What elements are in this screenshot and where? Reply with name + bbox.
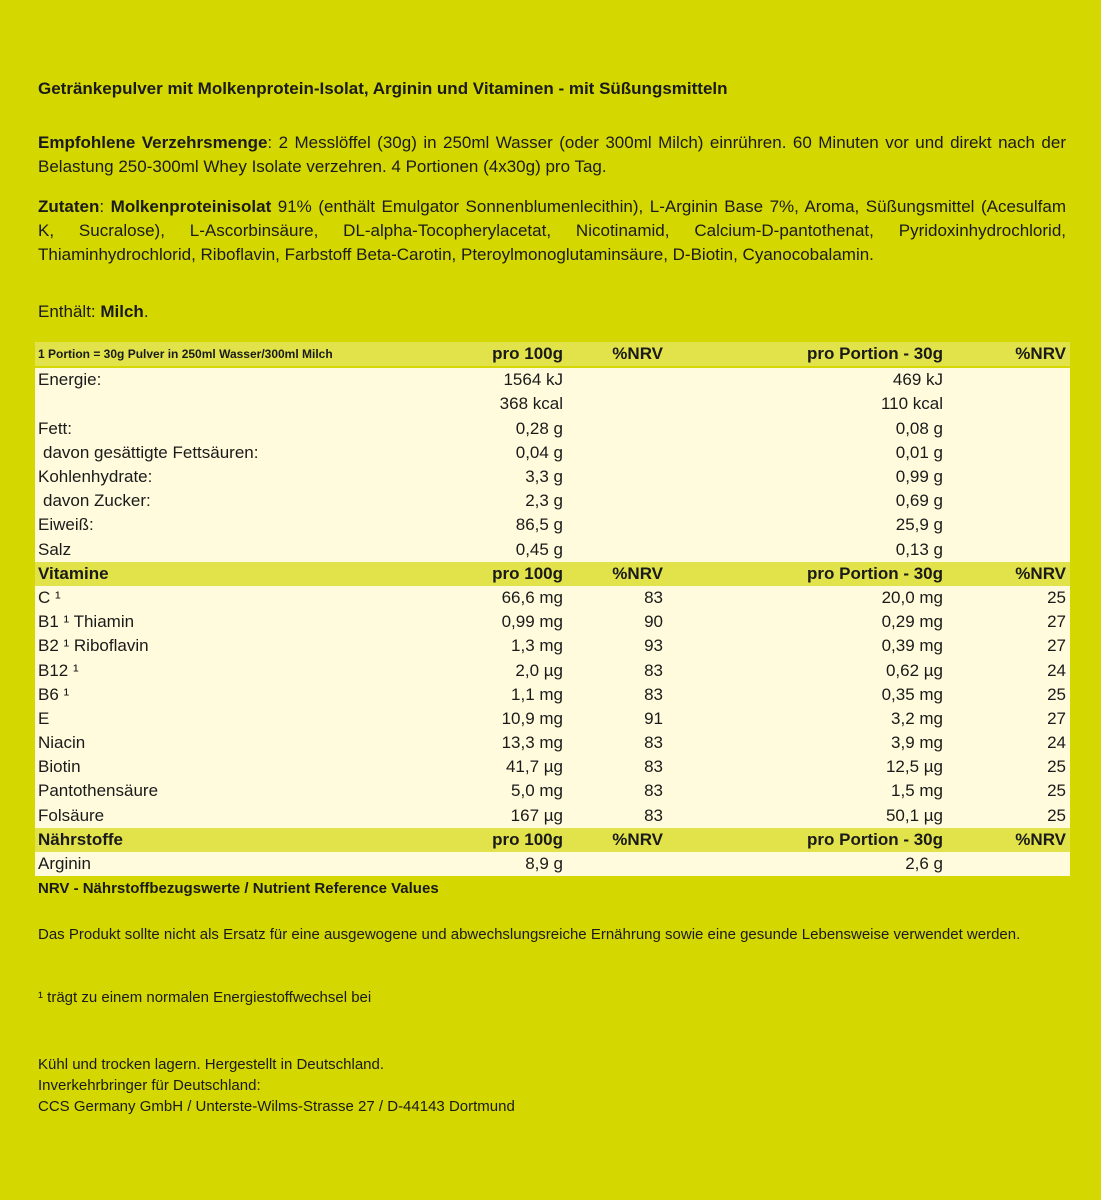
ingredients [38,195,1066,267]
nrv-per-100g [567,417,667,441]
table-header-nutrients [35,828,1070,852]
value-per-100g: 0,04 g [345,441,567,465]
table-row [35,683,1070,707]
nrv-per-100g: 83 [567,658,667,682]
value-per-portion: 0,08 g [667,417,947,441]
value-per-portion: 20,0 mg [667,586,947,610]
value-per-100g: 66,6 mg [345,586,567,610]
value-per-100g: 13,3 mg [345,731,567,755]
ingredients-label: Zutaten [38,197,100,216]
table-row [35,610,1070,634]
header-nrv-portion: %NRV [947,342,1070,366]
table-row [35,417,1070,441]
table-row [35,658,1070,682]
value-per-portion: 25,9 g [667,513,947,537]
value-per-100g: 0,45 g [345,538,567,562]
ingredients-text: 91% (enthält Emulgator Sonnenblumenlecithin), L-Arginin Base 7%, Aroma, Süßungsmittel (Acesulfam K, Sucralose), L-Ascorbinsäure, DL-alpha-Tocopherylacetat, Nicotinamid, Calcium-D-pantothenat, Pyridoxinhydrochlorid, Thiaminhydrochlorid, Riboflavin, Farbstoff Beta-Carotin, Pteroylmonoglutaminsäure, D-Biotin, Cyanocobalamin. [38,197,1066,264]
value-per-portion: 0,01 g [667,441,947,465]
nutrient-name: Arginin [35,852,345,876]
value-per-100g: 1,1 mg [345,683,567,707]
nrv-per-portion: 27 [947,634,1070,658]
value-per-portion: 0,62 µg [667,658,947,682]
nrv-per-portion: 25 [947,586,1070,610]
nrv-per-100g: 83 [567,731,667,755]
storage-line-1: Kühl und trocken lagern. Hergestellt in Deutschland. [38,1056,385,1073]
nrv-per-100g [567,513,667,537]
nutrient-name: E [35,707,345,731]
footnote: ¹ trägt zu einem normalen Energiestoffwechsel bei [38,989,372,1006]
value-per-100g: 0,99 mg [345,610,567,634]
nrv-per-portion: 24 [947,731,1070,755]
table-row [35,368,1070,392]
header-per-100g: pro 100g [345,828,567,852]
value-per-100g: 8,9 g [345,852,567,876]
nrv-per-100g [567,538,667,562]
nutrient-name: Pantothensäure [35,779,345,803]
nutrient-name: Salz [35,538,345,562]
table-header-vitamins [35,562,1070,586]
table-row [35,731,1070,755]
table-row [35,489,1070,513]
recommended-intake [38,131,1066,179]
value-per-portion: 3,9 mg [667,731,947,755]
nrv-per-portion: 24 [947,658,1070,682]
nrv-per-100g: 90 [567,610,667,634]
value-per-portion: 0,13 g [667,538,947,562]
nutrient-name: C ¹ [35,586,345,610]
nrv-per-portion: 25 [947,804,1070,828]
value-per-portion: 1,5 mg [667,779,947,803]
nrv-per-portion [947,441,1070,465]
header-per-portion: pro Portion - 30g [667,342,947,366]
value-per-portion: 0,35 mg [667,683,947,707]
header-section-label: Nährstoffe [35,828,345,852]
value-per-portion: 0,69 g [667,489,947,513]
header-nrv-portion: %NRV [947,828,1070,852]
value-per-100g: 3,3 g [345,465,567,489]
header-section-label: Vitamine [35,562,345,586]
header-per-100g: pro 100g [345,342,567,366]
nrv-per-portion [947,465,1070,489]
nutrient-name: Folsäure [35,804,345,828]
value-per-100g: 2,0 µg [345,658,567,682]
nrv-per-100g: 83 [567,755,667,779]
table-row [35,513,1070,537]
nutrient-name: B2 ¹ Riboflavin [35,634,345,658]
table-row [35,441,1070,465]
table-header-portion [35,342,1070,366]
nrv-note: NRV - Nährstoffbezugswerte / Nutrient Reference Values [38,880,439,897]
value-per-100g: 167 µg [345,804,567,828]
ingredients-sep: : [99,197,111,216]
value-per-portion: 0,29 mg [667,610,947,634]
value-per-100g: 41,7 µg [345,755,567,779]
nrv-per-portion [947,538,1070,562]
value-per-portion: 3,2 mg [667,707,947,731]
allergen-value: Milch [100,302,144,321]
allergen-info [38,300,1066,324]
table-row [35,538,1070,562]
value-per-portion: 50,1 µg [667,804,947,828]
nrv-per-portion [947,392,1070,416]
nrv-per-portion [947,513,1070,537]
nrv-per-100g: 83 [567,804,667,828]
table-row [35,804,1070,828]
allergen-label: Enthält: [38,302,101,321]
value-per-portion: 2,6 g [667,852,947,876]
header-nrv: %NRV [567,342,667,366]
value-per-100g: 1,3 mg [345,634,567,658]
storage-line-2: Inverkehrbringer für Deutschland: [38,1077,261,1094]
value-per-100g: 0,28 g [345,417,567,441]
value-per-portion: 0,39 mg [667,634,947,658]
nutrition-table [35,342,1070,876]
nrv-per-portion: 25 [947,755,1070,779]
allergen-end: . [143,302,149,321]
nrv-per-100g [567,852,667,876]
header-per-portion: pro Portion - 30g [667,828,947,852]
value-per-portion: 469 kJ [667,368,947,392]
nrv-per-100g: 93 [567,634,667,658]
header-per-100g: pro 100g [345,562,567,586]
nrv-per-100g [567,465,667,489]
nutrient-name [35,392,345,416]
product-title: Getränkepulver mit Molkenprotein-Isolat, Arginin und Vitaminen - mit Süßungsmitteln [38,79,728,98]
table-row [35,755,1070,779]
table-row [35,707,1070,731]
nutrient-name: davon Zucker: [35,489,345,513]
value-per-100g: 5,0 mg [345,779,567,803]
table-row [35,634,1070,658]
nutrient-name: B1 ¹ Thiamin [35,610,345,634]
header-nrv: %NRV [567,562,667,586]
storage-info [38,1054,515,1117]
nrv-per-100g [567,489,667,513]
value-per-100g: 86,5 g [345,513,567,537]
value-per-100g: 368 kcal [345,392,567,416]
nutrient-name: Biotin [35,755,345,779]
nrv-per-portion: 27 [947,610,1070,634]
nrv-per-100g: 83 [567,683,667,707]
table-row [35,586,1070,610]
nrv-per-portion: 25 [947,779,1070,803]
nrv-per-portion [947,368,1070,392]
nutrient-name: Energie: [35,368,345,392]
disclaimer: Das Produkt sollte nicht als Ersatz für eine ausgewogene und abwechslungsreiche Ernährung sowie eine gesunde Lebensweise verwendet werden. [38,926,1021,943]
nrv-per-portion: 25 [947,683,1070,707]
ingredients-highlight: Molkenproteinisolat [110,197,272,216]
recommended-intake-text: : 2 Messlöffel (30g) in 250ml Wasser (oder 300ml Milch) einrühren. 60 Minuten vor und direkt nach der Belastung 250-300ml Whey Isolate verzehren. 4 Portionen (4x30g) pro Tag. [38,133,1066,176]
header-per-portion: pro Portion - 30g [667,562,947,586]
nrv-per-100g: 83 [567,779,667,803]
nrv-per-100g: 91 [567,707,667,731]
nutrient-name: davon gesättigte Fettsäuren: [35,441,345,465]
value-per-100g: 10,9 mg [345,707,567,731]
header-portion-label: 1 Portion = 30g Pulver in 250ml Wasser/300ml Milch [35,342,345,366]
nrv-per-100g [567,368,667,392]
nrv-per-portion [947,489,1070,513]
nrv-per-100g [567,441,667,465]
value-per-100g: 1564 kJ [345,368,567,392]
nutrient-name: B12 ¹ [35,658,345,682]
nrv-per-portion [947,417,1070,441]
nrv-per-portion: 27 [947,707,1070,731]
storage-line-3: CCS Germany GmbH / Unterste-Wilms-Strasse 27 / D-44143 Dortmund [38,1098,515,1115]
nutrient-name: B6 ¹ [35,683,345,707]
nutrient-name: Eiweiß: [35,513,345,537]
table-row [35,392,1070,416]
nrv-per-portion [947,852,1070,876]
header-nrv-portion: %NRV [947,562,1070,586]
nrv-per-100g: 83 [567,586,667,610]
nutrient-name: Fett: [35,417,345,441]
value-per-portion: 12,5 µg [667,755,947,779]
header-nrv: %NRV [567,828,667,852]
nutrient-name: Kohlenhydrate: [35,465,345,489]
table-row [35,852,1070,876]
value-per-100g: 2,3 g [345,489,567,513]
nutrient-name: Niacin [35,731,345,755]
value-per-portion: 110 kcal [667,392,947,416]
recommended-intake-label: Empfohlene Verzehrsmenge [38,133,268,152]
value-per-portion: 0,99 g [667,465,947,489]
nrv-per-100g [567,392,667,416]
table-row [35,779,1070,803]
table-row [35,465,1070,489]
